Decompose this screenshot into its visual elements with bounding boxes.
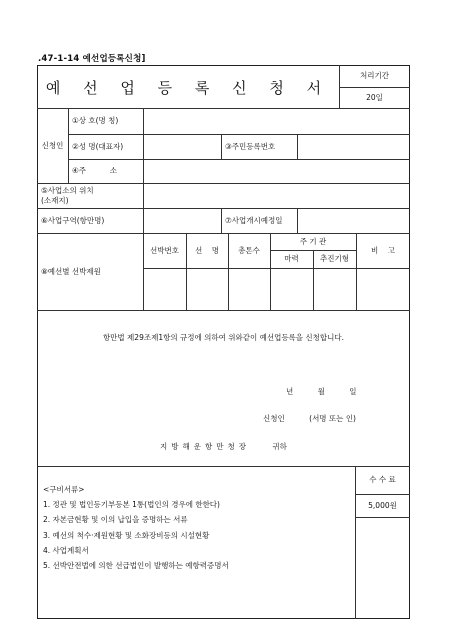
tonnage-field[interactable]	[228, 268, 270, 310]
address-field[interactable]	[143, 159, 410, 183]
address-label: ④주 소	[72, 166, 118, 176]
horsepower-header: 마력	[284, 254, 299, 264]
applicant-section-label: 신청인	[41, 140, 64, 150]
month-label: 월	[317, 387, 325, 396]
resident-number-label: ③주민등록번호	[225, 141, 276, 151]
start-date-field[interactable]	[297, 208, 410, 233]
year-label: 년	[286, 387, 294, 396]
remarks-field[interactable]	[356, 268, 410, 310]
document-item: 4. 사업계획서	[43, 545, 89, 555]
application-statement: 항만법 제29조제1항의 규정에 의하여 위와같이 예선업등록을 신청합니다.	[102, 333, 345, 342]
office-location-label: ⑤사업소의 위치 (소재지)	[41, 186, 94, 205]
date-line[interactable]	[286, 386, 379, 397]
representative-label: ②성 명(대표자)	[72, 141, 124, 151]
trade-name-label: ①상 호(명 칭)	[72, 116, 119, 126]
addressee-suffix: 귀하	[272, 442, 287, 451]
business-area-label: ⑥사업구역(항만명)	[41, 215, 105, 225]
tonnage-header: 총톤수	[238, 245, 260, 255]
processing-period-label: 처리기간	[360, 71, 389, 81]
propulsion-field[interactable]	[313, 268, 356, 310]
trade-name-field[interactable]	[143, 108, 410, 134]
main-engine-header: 주 기 관	[299, 236, 327, 246]
fee-label: 수 수 료	[369, 475, 396, 485]
required-documents	[43, 482, 229, 573]
business-area-field[interactable]	[143, 208, 221, 233]
resident-number-field[interactable]	[297, 134, 410, 159]
ship-name-field[interactable]	[186, 268, 228, 310]
document-item: 3. 예선의 척수·제원현황 및 소화장비등의 시설현황	[43, 530, 210, 540]
addressee	[160, 441, 287, 452]
day-label: 일	[349, 387, 357, 396]
horsepower-field[interactable]	[270, 268, 313, 310]
propulsion-header: 추진기형	[320, 254, 349, 264]
vessel-spec-label: ⑧예선별 선박제원	[41, 266, 101, 276]
ship-number-field[interactable]	[143, 268, 186, 310]
remarks-header: 비 고	[370, 245, 396, 255]
signature-label: 신청인	[263, 414, 285, 423]
document-item: 5. 선박안전법에 의한 선급법인이 발행하는 예항력증명서	[43, 561, 229, 571]
addressee-office: 지방해운항만청장	[160, 442, 250, 451]
document-item: 2. 자본금현황 및 이의 납입을 증명하는 서류	[43, 515, 188, 525]
representative-field[interactable]	[143, 134, 221, 159]
fee-amount: 5,000원	[368, 500, 397, 510]
ship-name-header: 선 명	[194, 245, 220, 255]
document-item: 1. 정관 및 법인등기부등본 1통(법인의 경우에 한한다)	[43, 500, 220, 510]
processing-period-value: 20일	[366, 92, 383, 102]
office-location-field[interactable]	[143, 183, 410, 208]
signature-line[interactable]	[263, 413, 356, 424]
form-title: 예 선 업 등 록 신 청 서	[45, 78, 331, 97]
form-code: .47-1-14 예선업등록신청]	[38, 54, 146, 64]
documents-header: <구비서류>	[43, 485, 85, 494]
start-date-label: ⑦사업개시예정일	[225, 215, 283, 225]
signature-note: (서명 또는 인)	[309, 414, 356, 423]
ship-number-header: 선박번호	[150, 245, 179, 255]
